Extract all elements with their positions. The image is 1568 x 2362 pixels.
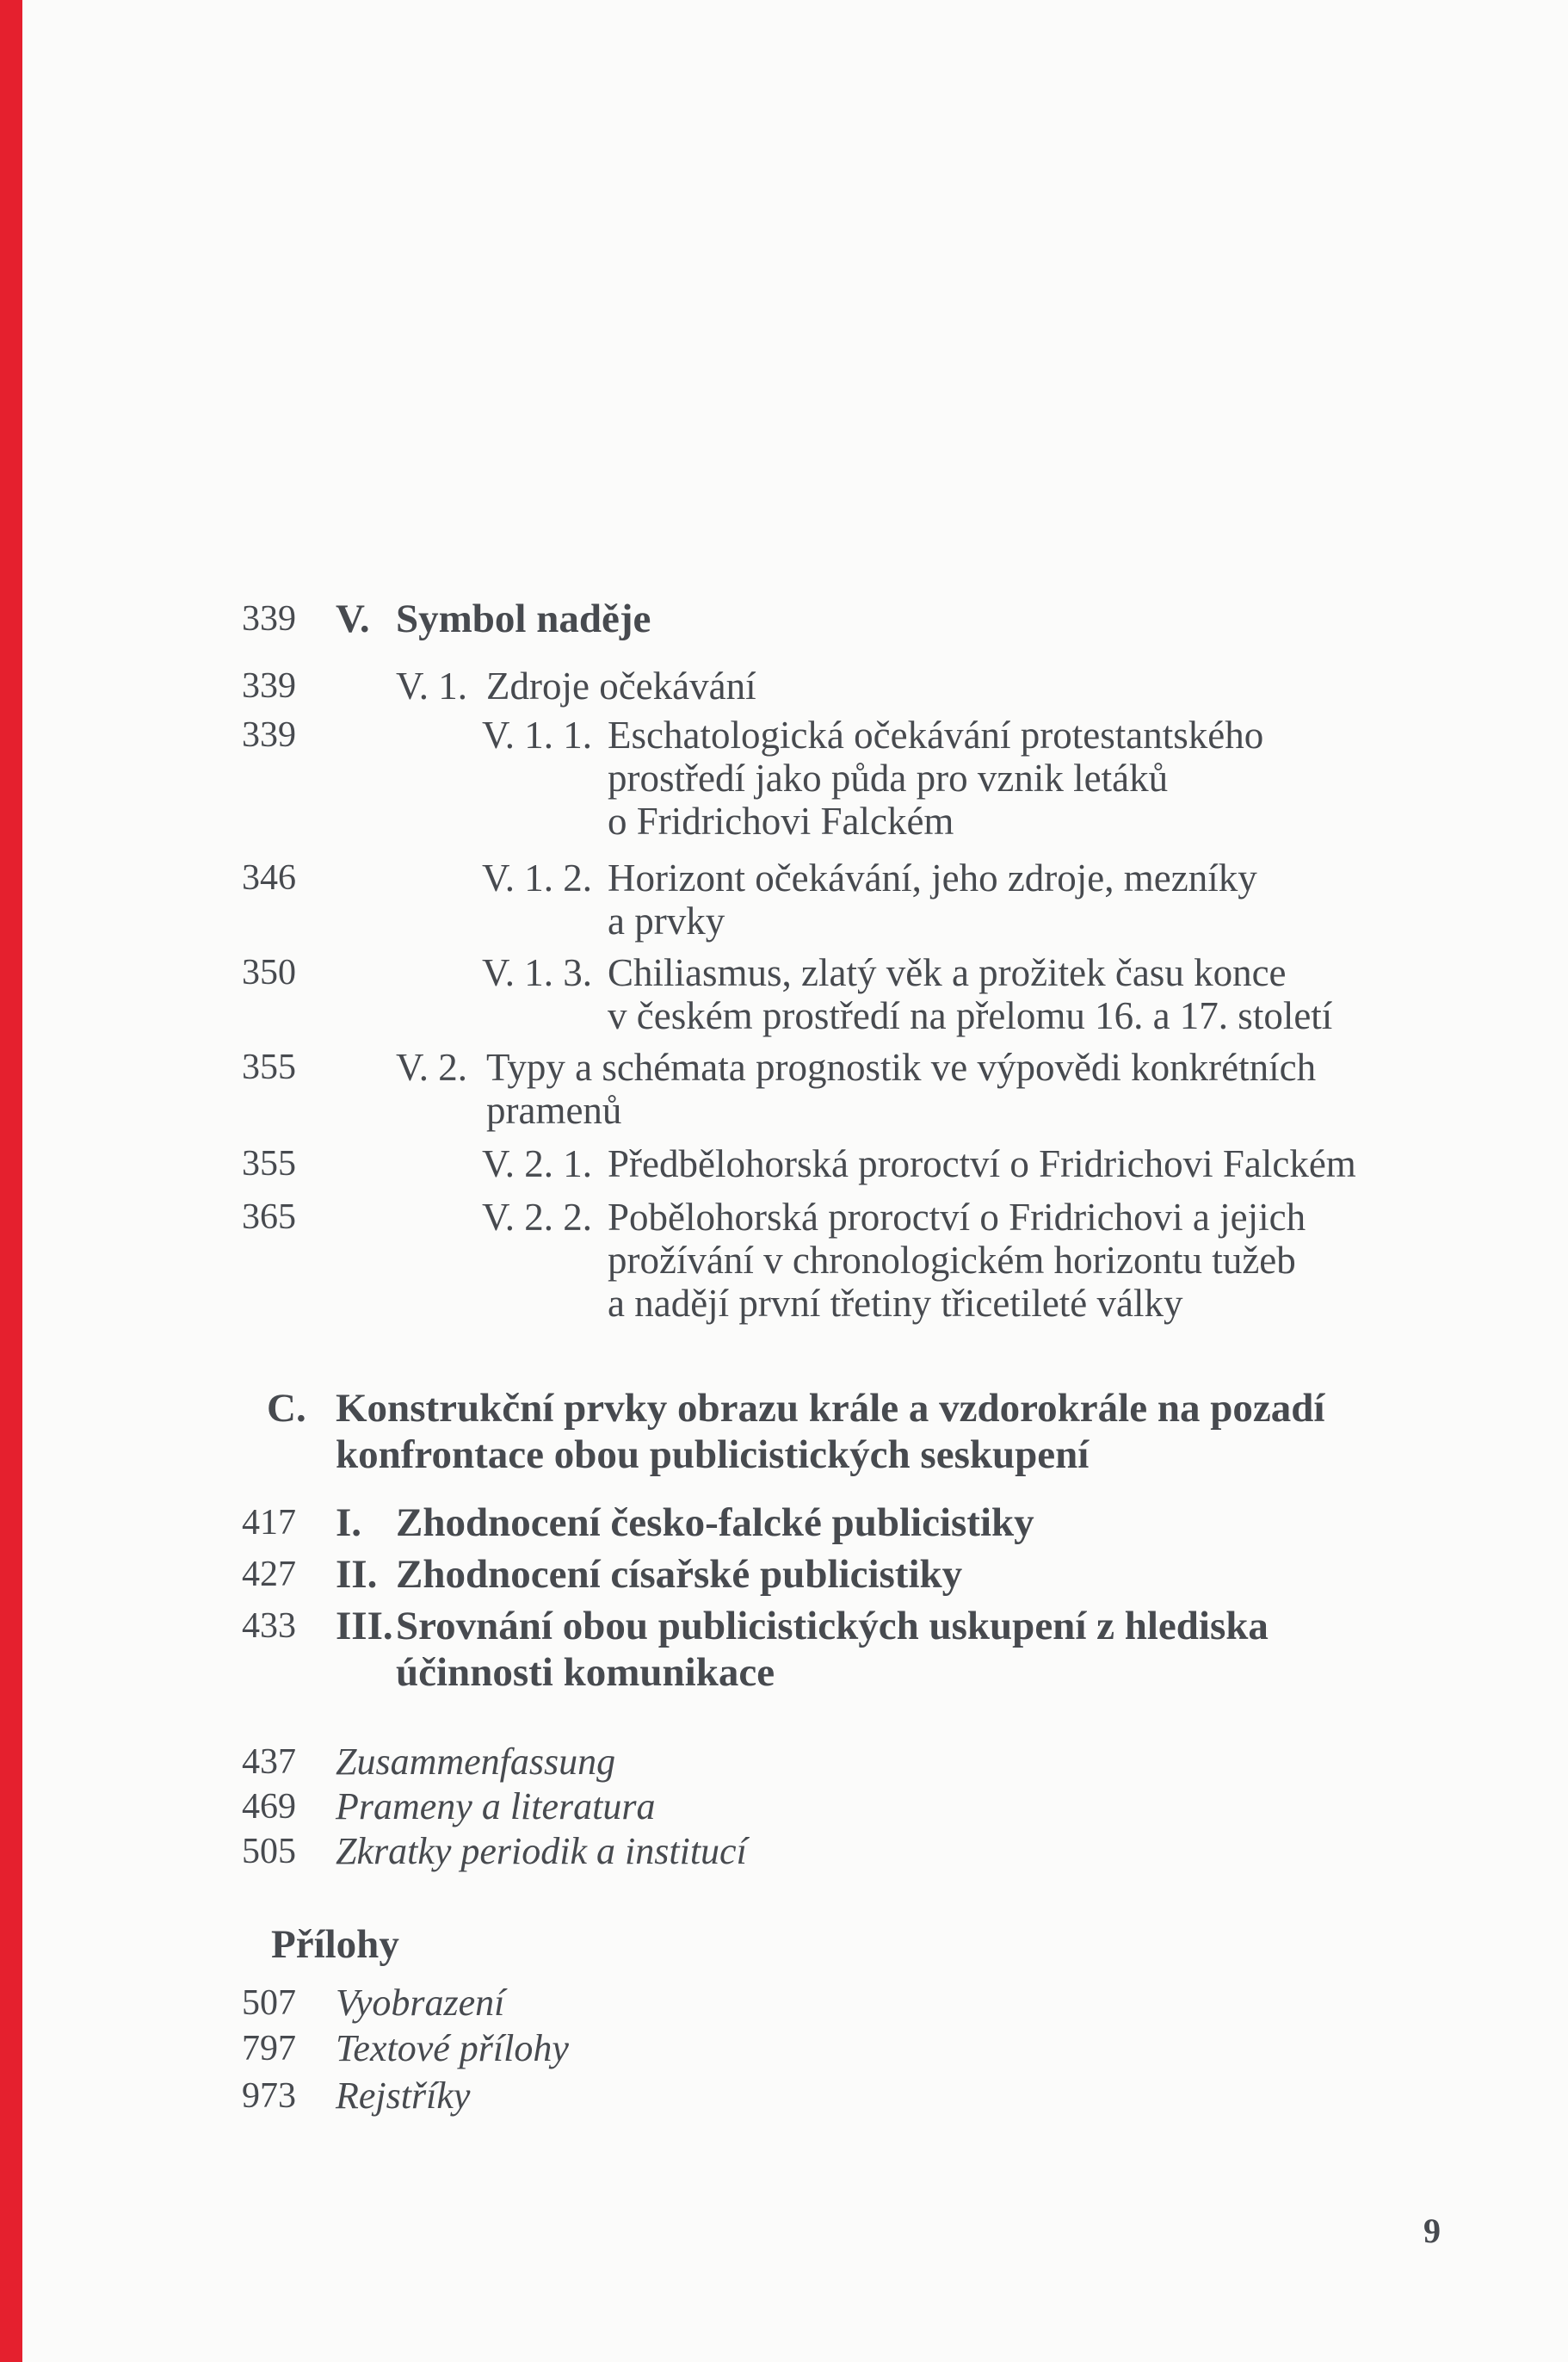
toc-entry-title	[336, 2027, 1534, 2070]
toc-page-number: 427	[242, 1555, 296, 1594]
toc-page-number: 469	[242, 1787, 296, 1827]
toc-entry	[0, 1499, 1534, 1546]
toc-entry	[0, 2074, 1534, 2118]
toc-entry-title	[486, 1046, 1534, 1132]
toc-entry-title	[608, 1142, 1534, 1185]
toc-entry-title	[486, 665, 1534, 708]
toc-page-number: 365	[242, 1197, 296, 1237]
toc-title-line: Textové přílohy	[336, 2027, 569, 2069]
toc-entry	[0, 1551, 1534, 1598]
toc-title-line: Prameny a literatura	[336, 1785, 656, 1827]
toc-entry	[0, 665, 1534, 708]
toc-entry-title	[396, 1499, 1534, 1546]
toc-title-line: a prvky	[608, 900, 725, 943]
toc-entry	[0, 1142, 1534, 1185]
toc-section-label: V. 2. 1.	[482, 1142, 592, 1185]
toc-entry	[0, 2027, 1534, 2070]
toc-entry-title	[396, 1603, 1534, 1696]
toc-page-number: 355	[242, 1144, 296, 1184]
toc-title-line: Horizont očekávání, jeho zdroje, mezníky	[608, 856, 1257, 900]
toc-entry-title	[608, 1196, 1534, 1325]
toc-title-line: o Fridrichovi Falckém	[608, 800, 954, 843]
toc-title-line: Přílohy	[271, 1922, 399, 1967]
toc-entry-title	[336, 1830, 1534, 1873]
toc-page-number: 797	[242, 2029, 296, 2068]
toc-title-line: v českém prostředí na přelomu 16. a 17. století	[608, 994, 1333, 1037]
toc-page-number: 507	[242, 1983, 296, 2023]
toc-entry-title	[336, 1785, 1534, 1828]
toc-entry-title	[608, 714, 1534, 843]
toc-section-label: V. 1. 1.	[482, 714, 592, 757]
toc-page-number: 355	[242, 1048, 296, 1087]
toc-title-line: Zhodnocení česko-falcké publicistiky	[396, 1500, 1034, 1545]
toc-entry	[0, 1741, 1534, 1784]
toc-entry-title	[608, 951, 1534, 1037]
toc-page-number: 437	[242, 1742, 296, 1782]
toc-section-label: V. 2.	[396, 1046, 467, 1089]
toc-title-line: Typy a schémata prognostik ve výpovědi konkrétních	[486, 1046, 1317, 1089]
toc-entry-title	[336, 1982, 1534, 2025]
toc-title-line: Eschatologická očekávání protestantského	[608, 714, 1264, 757]
toc-entry	[0, 714, 1534, 843]
toc-title-line: Zhodnocení císařské publicistiky	[396, 1552, 963, 1597]
page-number: 9	[1423, 2211, 1441, 2250]
toc-entry	[0, 1830, 1534, 1873]
toc-title-line: konfrontace obou publicistických seskupení	[336, 1432, 1090, 1477]
toc-title-line: Srovnání obou publicistických uskupení z hlediska	[396, 1604, 1269, 1648]
toc-entry	[0, 1785, 1534, 1828]
toc-page-number: 433	[242, 1606, 296, 1646]
toc-page-number: 339	[242, 715, 296, 755]
toc-entry	[0, 1196, 1534, 1325]
toc-entry	[0, 596, 1534, 642]
toc-title-line: prožívání v chronologickém horizontu tužeb	[608, 1239, 1296, 1282]
toc-title-line: Rejstříky	[336, 2074, 471, 2117]
toc-entry	[0, 1046, 1534, 1132]
toc-page-number: 417	[242, 1503, 296, 1543]
toc-title-line: prostředí jako půda pro vznik letáků	[608, 757, 1169, 800]
toc-page-number: 973	[242, 2076, 296, 2116]
toc-section-label: III.	[336, 1604, 393, 1648]
toc-title-line: pramenů	[486, 1089, 622, 1132]
toc-entry	[0, 856, 1534, 943]
toc-entry	[0, 951, 1534, 1037]
toc-title-line: Zusammenfassung	[336, 1741, 616, 1783]
toc-page-number: 505	[242, 1832, 296, 1871]
toc-entry-title	[608, 856, 1534, 943]
toc-section-label: II.	[336, 1552, 378, 1597]
toc-entry	[0, 1982, 1534, 2025]
toc-entry-title	[396, 1551, 1534, 1598]
toc-entry-title	[396, 596, 1534, 642]
toc-entry-title	[336, 1741, 1534, 1784]
toc-title-line: Chiliasmus, zlatý věk a prožitek času konce	[608, 951, 1287, 994]
toc-title-line: a nadějí první třetiny třicetileté války	[608, 1282, 1183, 1325]
toc-entry-title	[271, 1921, 1534, 1968]
toc-title-line: Předbělohorská proroctví o Fridrichovi Falckém	[608, 1142, 1356, 1185]
toc-section-label: V. 1. 3.	[482, 951, 592, 994]
toc-title-line: Zdroje očekávání	[486, 665, 756, 708]
toc-page-number: 339	[242, 666, 296, 706]
toc-page-number: 339	[242, 599, 296, 639]
toc-section-label: V. 2. 2.	[482, 1196, 592, 1239]
toc-title-line: Konstrukční prvky obrazu krále a vzdorokrále na pozadí	[336, 1386, 1325, 1431]
toc-entry-title	[336, 1385, 1534, 1478]
toc-entry	[0, 1603, 1534, 1696]
toc-section-label: V. 1.	[396, 665, 467, 708]
toc-title-line: Pobělohorská proroctví o Fridrichovi a jejich	[608, 1196, 1306, 1239]
toc-section-label: I.	[336, 1500, 362, 1545]
toc-section-label: V.	[336, 597, 370, 641]
toc-section-label: V. 1. 2.	[482, 856, 592, 900]
toc-entry	[0, 1385, 1534, 1478]
toc-title-line: Zkratky periodik a institucí	[336, 1830, 747, 1872]
toc-title-line: účinnosti komunikace	[396, 1650, 775, 1695]
toc-entry	[0, 1921, 1534, 1968]
toc-entry-title	[336, 2074, 1534, 2118]
toc-title-line: Symbol naděje	[396, 597, 651, 641]
toc-title-line: Vyobrazení	[336, 1982, 505, 2024]
toc-section-label: C.	[267, 1386, 306, 1431]
toc-page-number: 350	[242, 953, 296, 992]
toc-page-number: 346	[242, 858, 296, 898]
